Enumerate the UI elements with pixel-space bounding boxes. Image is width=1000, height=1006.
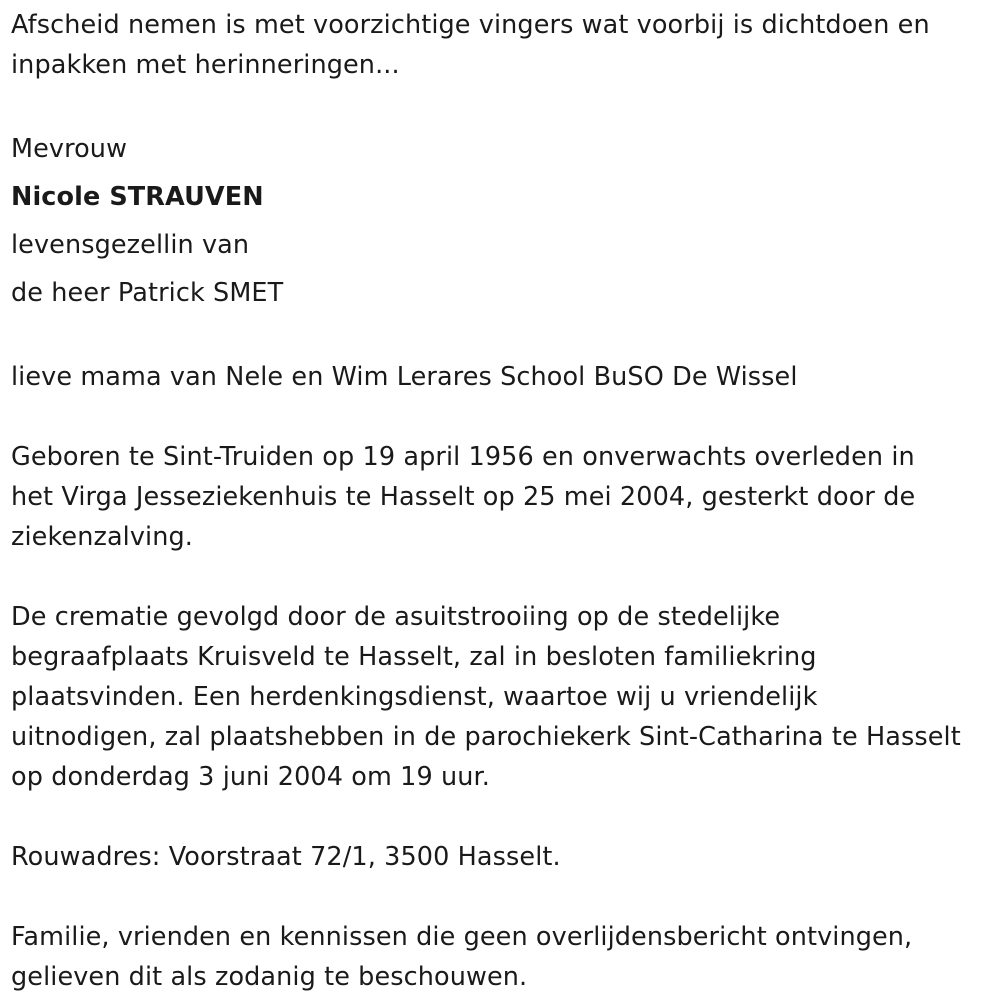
salutation: Mevrouw [11, 134, 128, 164]
obituary-document [11, 0, 996, 997]
spacer [11, 85, 996, 125]
relation-text: levensgezellin van [11, 230, 250, 260]
spacer [11, 397, 996, 437]
spacer [11, 797, 996, 837]
ceremony-line: op donderdag 3 juni 2004 om 19 uur. [11, 762, 490, 792]
birth-death-line: Geboren te Sint-Truiden op 19 april 1956 en onverwachts overleden in [11, 442, 915, 472]
ceremony-line: De crematie gevolgd door de asuitstrooiing op de stedelijke [11, 602, 781, 632]
family-line [11, 357, 996, 397]
partner-name: de heer Patrick SMET [11, 278, 284, 308]
spacer [11, 877, 996, 917]
birth-death-line: ziekenzalving. [11, 522, 193, 552]
birth-death-line: het Virga Jesseziekenhuis te Hasselt op 25 mei 2004, gesterkt door de [11, 482, 916, 512]
ceremony-line: plaatsvinden. Een herdenkingsdienst, waartoe wij u vriendelijk [11, 682, 818, 712]
intro-quote-line: inpakken met herinneringen... [11, 50, 400, 80]
address-paragraph [11, 837, 996, 877]
intro-quote [11, 0, 996, 85]
birth-death-paragraph [11, 437, 996, 557]
intro-quote-line: Afscheid nemen is met voorzichtige vingers wat voorbij is dichtdoen en [11, 10, 930, 40]
mourning-address: Rouwadres: Voorstraat 72/1, 3500 Hasselt. [11, 842, 561, 872]
family-text: lieve mama van Nele en Wim Lerares School BuSO De Wissel [11, 362, 798, 392]
ceremony-line: begraafplaats Kruisveld te Hasselt, zal in besloten familiekring [11, 642, 817, 672]
closing-line: Familie, vrienden en kennissen die geen overlijdensbericht ontvingen, [11, 922, 913, 952]
ceremony-paragraph [11, 597, 996, 797]
deceased-name: Nicole STRAUVEN [11, 182, 264, 212]
spacer [11, 557, 996, 597]
name-block [11, 125, 996, 317]
closing-paragraph [11, 917, 996, 997]
closing-line: gelieven dit als zodanig te beschouwen. [11, 962, 528, 992]
ceremony-line: uitnodigen, zal plaatshebben in de parochiekerk Sint-Catharina te Hasselt [11, 722, 961, 752]
spacer [11, 317, 996, 357]
